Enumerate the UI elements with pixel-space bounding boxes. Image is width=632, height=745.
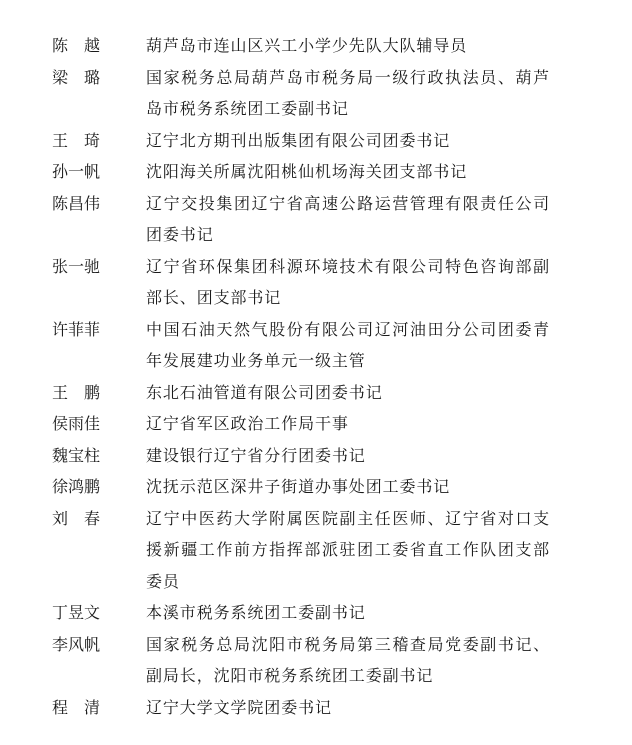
person-position: 建设银行辽宁省分行团委书记 xyxy=(146,445,366,465)
person-position: 辽宁大学文学院团委书记 xyxy=(146,697,332,717)
person-name: 李风帆 xyxy=(52,634,101,654)
list-item xyxy=(0,188,632,251)
person-position: 辽宁北方期刊出版集团有限公司团委书记 xyxy=(146,130,451,150)
person-name: 侯雨佳 xyxy=(52,414,101,433)
person-name: 孙一帆 xyxy=(52,162,101,181)
list-item xyxy=(0,156,632,188)
person-name: 魏宝柱 xyxy=(52,445,101,465)
list-item xyxy=(0,30,632,62)
person-name: 许菲菲 xyxy=(52,319,101,339)
person-position: 中国石油天然气股份有限公司辽河油田分公司团委青年发展建功业务单元一级主管 xyxy=(146,319,550,370)
list-item xyxy=(0,629,632,692)
name-list xyxy=(0,30,632,723)
list-item xyxy=(0,314,632,377)
list-item xyxy=(0,471,632,503)
person-position: 沈抚示范区深井子街道办事处团工委书记 xyxy=(146,477,451,496)
person-position: 辽宁省军区政治工作局干事 xyxy=(146,414,349,433)
person-position: 沈阳海关所属沈阳桃仙机场海关团支部书记 xyxy=(146,162,468,181)
person-position: 东北石油管道有限公司团委书记 xyxy=(146,382,383,402)
list-item xyxy=(0,597,632,629)
person-name: 丁昱文 xyxy=(52,603,101,622)
person-position: 辽宁中医药大学附属医院副主任医师、辽宁省对口支援新疆工作前方指挥部派驻团工委省直工作队团支部委员 xyxy=(146,508,550,591)
person-name: 陈昌伟 xyxy=(52,193,101,213)
person-name: 王 鹏 xyxy=(52,382,101,402)
person-name: 陈 越 xyxy=(52,36,101,55)
list-item xyxy=(0,408,632,440)
list-item xyxy=(0,377,632,409)
list-item xyxy=(0,440,632,472)
person-name: 徐鸿鹏 xyxy=(52,477,101,496)
person-name: 梁 璐 xyxy=(52,67,101,87)
person-name: 刘 春 xyxy=(52,508,101,528)
list-item xyxy=(0,125,632,157)
person-position: 国家税务总局沈阳市税务局第三稽查局党委副书记、副局长，沈阳市税务系统团工委副书记 xyxy=(146,634,550,685)
list-item xyxy=(0,692,632,724)
person-name: 王 琦 xyxy=(52,130,101,150)
list-item xyxy=(0,503,632,598)
person-position: 国家税务总局葫芦岛市税务局一级行政执法员、葫芦岛市税务系统团工委副书记 xyxy=(146,67,550,118)
person-name: 程 清 xyxy=(52,697,101,717)
person-position: 辽宁省环保集团科源环境技术有限公司特色咨询部副部长、团支部书记 xyxy=(146,256,550,307)
person-position: 本溪市税务系统团工委副书记 xyxy=(146,603,366,622)
person-name: 张一驰 xyxy=(52,256,101,276)
list-item xyxy=(0,62,632,125)
list-item xyxy=(0,251,632,314)
person-position: 辽宁交投集团辽宁省高速公路运营管理有限责任公司团委书记 xyxy=(146,193,550,244)
person-position: 葫芦岛市连山区兴工小学少先队大队辅导员 xyxy=(146,36,468,55)
